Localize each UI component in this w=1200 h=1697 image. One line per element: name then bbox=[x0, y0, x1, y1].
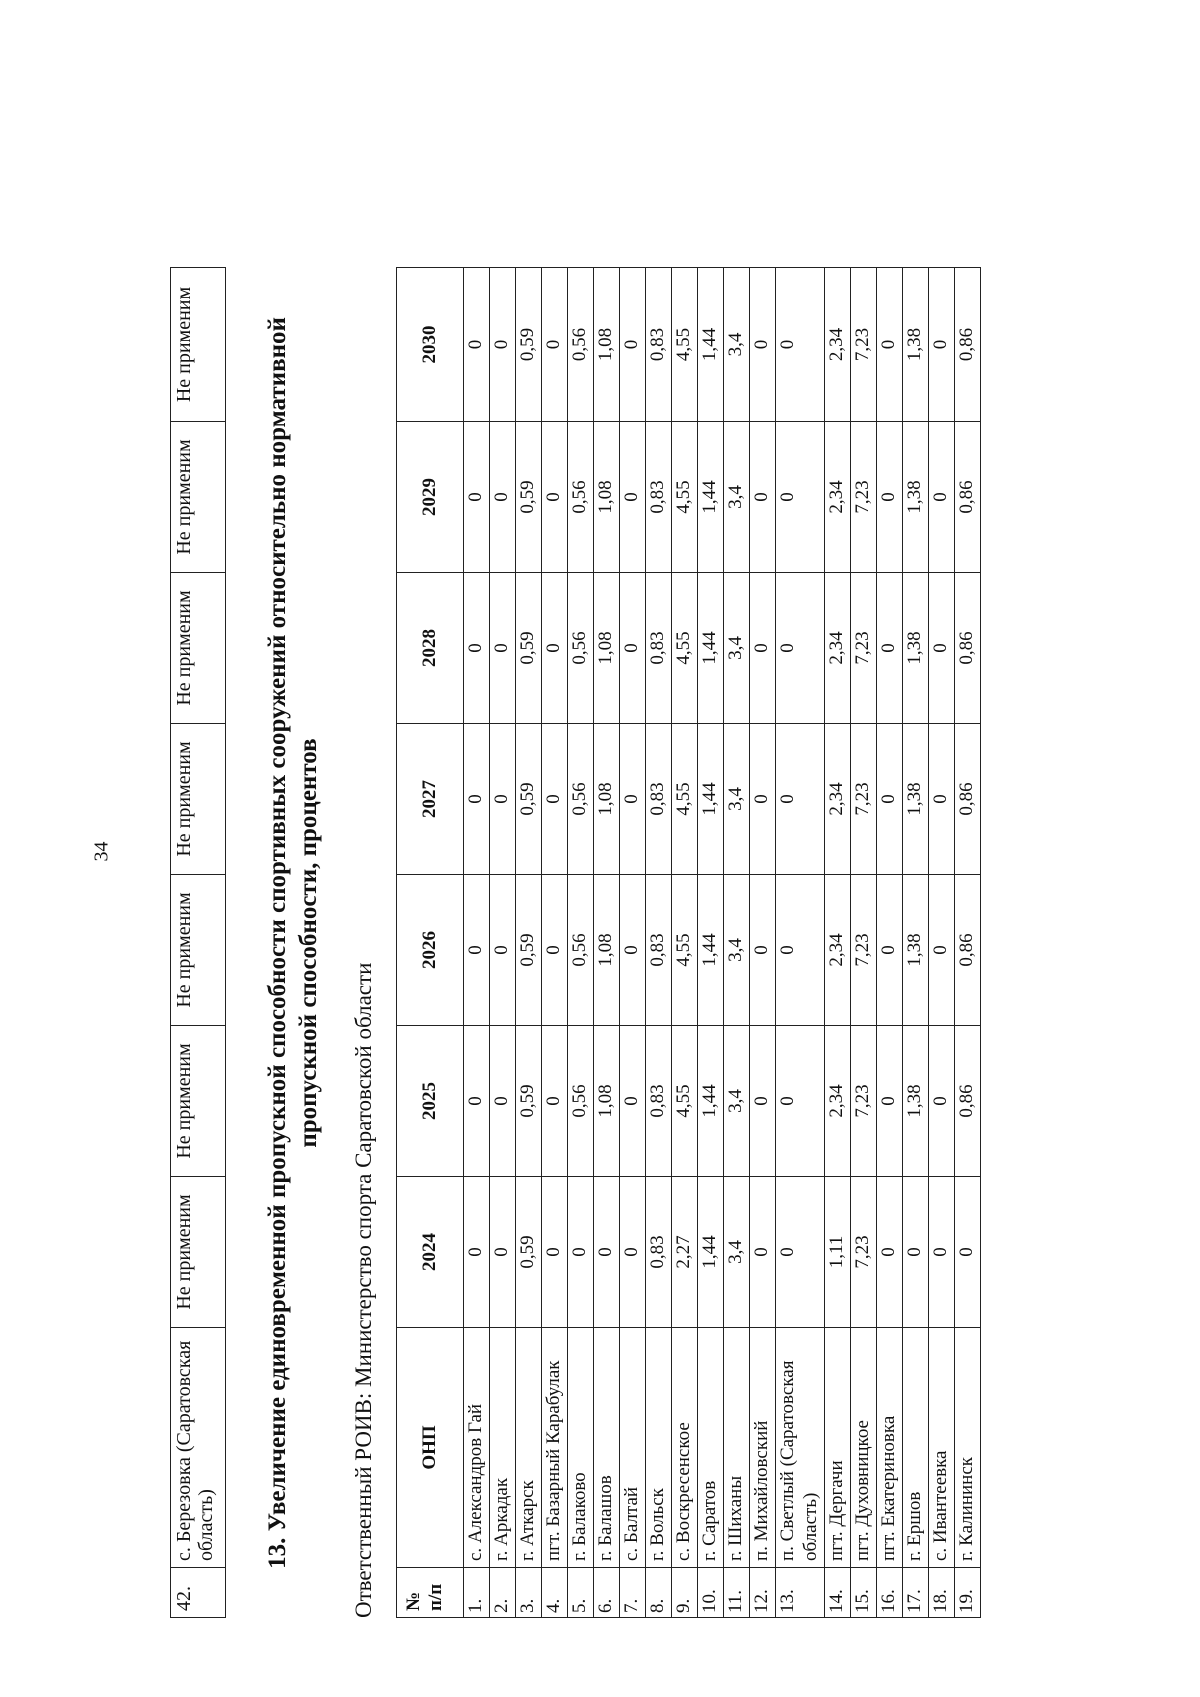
value-cell: 2,34 bbox=[825, 875, 851, 1026]
settlement-name: пгт. Екатериновка bbox=[877, 1328, 903, 1568]
value-cell: 0 bbox=[464, 724, 490, 875]
row-number: 8. bbox=[646, 1568, 672, 1618]
settlement-name: п. Светлый (Саратовская область) bbox=[776, 1328, 825, 1568]
value-cell: Не применим bbox=[171, 875, 226, 1026]
value-cell: 2,34 bbox=[825, 1026, 851, 1177]
row-number: 9. bbox=[672, 1568, 698, 1618]
value-cell: 0,56 bbox=[568, 573, 594, 724]
settlement-name: г. Ершов bbox=[903, 1328, 929, 1568]
value-cell: 0 bbox=[620, 268, 646, 422]
settlement-name: г. Калининск bbox=[955, 1328, 981, 1568]
value-cell: 0 bbox=[464, 573, 490, 724]
value-cell: 0 bbox=[929, 1026, 955, 1177]
row-number: 42. bbox=[171, 1568, 226, 1618]
value-cell: 3,4 bbox=[724, 1177, 750, 1328]
value-cell: 0,83 bbox=[646, 268, 672, 422]
column-header: № п/п bbox=[397, 1568, 464, 1618]
settlement-name: с. Воскресенское bbox=[672, 1328, 698, 1568]
row-number: 5. bbox=[568, 1568, 594, 1618]
value-cell: 0 bbox=[776, 1177, 825, 1328]
value-cell: 0 bbox=[750, 1026, 776, 1177]
table-row bbox=[955, 268, 981, 1618]
table-header-row bbox=[397, 268, 464, 1618]
value-cell: 0 bbox=[620, 724, 646, 875]
column-header: 2028 bbox=[397, 573, 464, 724]
settlement-name: г. Аркадак bbox=[490, 1328, 516, 1568]
row-number: 7. bbox=[620, 1568, 646, 1618]
value-cell: 0,59 bbox=[516, 1177, 542, 1328]
settlement-name: с. Ивантеевка bbox=[929, 1328, 955, 1568]
rotated-page-content bbox=[170, 268, 1200, 1618]
row-number: 4. bbox=[542, 1568, 568, 1618]
value-cell: 1,44 bbox=[698, 422, 724, 573]
value-cell: 0,56 bbox=[568, 422, 594, 573]
settlement-name: г. Балаково bbox=[568, 1328, 594, 1568]
value-cell: 0 bbox=[464, 1177, 490, 1328]
value-cell: 2,27 bbox=[672, 1177, 698, 1328]
value-cell: 0 bbox=[490, 422, 516, 573]
value-cell: 0,86 bbox=[955, 1026, 981, 1177]
section-title: 13. Увеличение единовременной пропускной способности спортивных сооружений относительно нормативной пропускной способности, процентов bbox=[264, 317, 322, 1569]
value-cell: 2,34 bbox=[825, 573, 851, 724]
value-cell: 0 bbox=[903, 1177, 929, 1328]
value-cell: 0 bbox=[750, 724, 776, 875]
value-cell: Не применим bbox=[171, 1177, 226, 1328]
value-cell: 0,83 bbox=[646, 1026, 672, 1177]
value-cell: Не применим bbox=[171, 573, 226, 724]
value-cell: 0 bbox=[620, 422, 646, 573]
value-cell: 0 bbox=[490, 1177, 516, 1328]
value-cell: 4,55 bbox=[672, 573, 698, 724]
settlement-name: пгт. Базарный Карабулак bbox=[542, 1328, 568, 1568]
value-cell: 1,38 bbox=[903, 1026, 929, 1177]
indicator-table bbox=[396, 267, 981, 1618]
value-cell: 0,56 bbox=[568, 724, 594, 875]
column-header: ОНП bbox=[397, 1328, 464, 1568]
value-cell: 0,83 bbox=[646, 422, 672, 573]
value-cell: 7,23 bbox=[851, 422, 877, 573]
value-cell: 0 bbox=[542, 724, 568, 875]
value-cell: 0 bbox=[620, 573, 646, 724]
value-cell: 7,23 bbox=[851, 875, 877, 1026]
previous-table-fragment bbox=[170, 267, 226, 1618]
value-cell: 0 bbox=[776, 268, 825, 422]
row-number: 6. bbox=[594, 1568, 620, 1618]
value-cell: 0 bbox=[464, 1026, 490, 1177]
value-cell: 0 bbox=[955, 1177, 981, 1328]
column-header: 2025 bbox=[397, 1026, 464, 1177]
row-number: 13. bbox=[776, 1568, 825, 1618]
settlement-name: с. Балтай bbox=[620, 1328, 646, 1568]
value-cell: 0 bbox=[464, 422, 490, 573]
responsible-authority: Ответственный РОИВ: Министерство спорта Саратовской области bbox=[351, 962, 376, 1618]
value-cell: 1,44 bbox=[698, 724, 724, 875]
value-cell: 1,44 bbox=[698, 268, 724, 422]
value-cell: 0,83 bbox=[646, 1177, 672, 1328]
value-cell: 0 bbox=[750, 875, 776, 1026]
value-cell: 1,11 bbox=[825, 1177, 851, 1328]
value-cell: 3,4 bbox=[724, 724, 750, 875]
table-row bbox=[490, 268, 516, 1618]
settlement-name: п. Михайловский bbox=[750, 1328, 776, 1568]
row-number: 17. bbox=[903, 1568, 929, 1618]
value-cell: 7,23 bbox=[851, 573, 877, 724]
row-number: 1. bbox=[464, 1568, 490, 1618]
value-cell: 0 bbox=[464, 875, 490, 1026]
value-cell: 1,08 bbox=[594, 875, 620, 1026]
settlement-name: г. Аткарск bbox=[516, 1328, 542, 1568]
value-cell: 0 bbox=[750, 268, 776, 422]
table-row bbox=[724, 268, 750, 1618]
value-cell: 0,86 bbox=[955, 422, 981, 573]
value-cell: 0 bbox=[490, 268, 516, 422]
value-cell: 0 bbox=[490, 724, 516, 875]
value-cell: 1,08 bbox=[594, 573, 620, 724]
table-row bbox=[903, 268, 929, 1618]
table-row bbox=[877, 268, 903, 1618]
table-row bbox=[825, 268, 851, 1618]
value-cell: 0 bbox=[877, 268, 903, 422]
settlement-name: г. Вольск bbox=[646, 1328, 672, 1568]
value-cell: 3,4 bbox=[724, 875, 750, 1026]
table-row bbox=[929, 268, 955, 1618]
value-cell: 0 bbox=[776, 1026, 825, 1177]
value-cell: 0 bbox=[490, 573, 516, 724]
value-cell: 1,38 bbox=[903, 724, 929, 875]
table-row bbox=[851, 268, 877, 1618]
value-cell: 0,86 bbox=[955, 573, 981, 724]
value-cell: 7,23 bbox=[851, 724, 877, 875]
value-cell: 0,56 bbox=[568, 1026, 594, 1177]
value-cell: Не применим bbox=[171, 724, 226, 875]
value-cell: 0 bbox=[542, 875, 568, 1026]
row-number: 10. bbox=[698, 1568, 724, 1618]
column-header: 2030 bbox=[397, 268, 464, 422]
settlement-name: г. Балашов bbox=[594, 1328, 620, 1568]
value-cell: 0 bbox=[877, 1177, 903, 1328]
row-number: 16. bbox=[877, 1568, 903, 1618]
table-row bbox=[750, 268, 776, 1618]
table-row bbox=[516, 268, 542, 1618]
value-cell: 1,08 bbox=[594, 1026, 620, 1177]
value-cell: 1,38 bbox=[903, 422, 929, 573]
value-cell: 4,55 bbox=[672, 422, 698, 573]
column-header: 2026 bbox=[397, 875, 464, 1026]
table-row bbox=[646, 268, 672, 1618]
value-cell: 1,38 bbox=[903, 268, 929, 422]
value-cell: 4,55 bbox=[672, 875, 698, 1026]
value-cell: 0,59 bbox=[516, 724, 542, 875]
value-cell: 1,08 bbox=[594, 268, 620, 422]
value-cell: 0 bbox=[542, 268, 568, 422]
value-cell: 0 bbox=[929, 268, 955, 422]
value-cell: 0 bbox=[929, 724, 955, 875]
value-cell: 0 bbox=[542, 1026, 568, 1177]
value-cell: 0 bbox=[776, 875, 825, 1026]
table-row bbox=[171, 268, 226, 1618]
value-cell: 0 bbox=[620, 875, 646, 1026]
value-cell: 0 bbox=[877, 573, 903, 724]
value-cell: 0 bbox=[568, 1177, 594, 1328]
value-cell: 0,86 bbox=[955, 268, 981, 422]
value-cell: 0 bbox=[776, 422, 825, 573]
value-cell: 0 bbox=[776, 573, 825, 724]
table-row bbox=[672, 268, 698, 1618]
value-cell: Не применим bbox=[171, 1026, 226, 1177]
value-cell: 0 bbox=[929, 1177, 955, 1328]
value-cell: Не применим bbox=[171, 268, 226, 422]
value-cell: 1,08 bbox=[594, 422, 620, 573]
settlement-name: с. Александров Гай bbox=[464, 1328, 490, 1568]
value-cell: 0 bbox=[464, 268, 490, 422]
value-cell: 0 bbox=[929, 573, 955, 724]
value-cell: 0 bbox=[877, 422, 903, 573]
value-cell: 0,56 bbox=[568, 268, 594, 422]
row-number: 3. bbox=[516, 1568, 542, 1618]
column-header: 2027 bbox=[397, 724, 464, 875]
value-cell: 1,44 bbox=[698, 1177, 724, 1328]
value-cell: 0 bbox=[542, 1177, 568, 1328]
value-cell: 1,38 bbox=[903, 573, 929, 724]
value-cell: 0 bbox=[594, 1177, 620, 1328]
value-cell: 0 bbox=[750, 573, 776, 724]
value-cell: 0 bbox=[929, 422, 955, 573]
value-cell: 0 bbox=[776, 724, 825, 875]
value-cell: 0 bbox=[490, 875, 516, 1026]
value-cell: 3,4 bbox=[724, 268, 750, 422]
page-number: 34 bbox=[90, 841, 113, 862]
value-cell: 4,55 bbox=[672, 1026, 698, 1177]
value-cell: 0,59 bbox=[516, 268, 542, 422]
table-row bbox=[776, 268, 825, 1618]
row-number: 19. bbox=[955, 1568, 981, 1618]
value-cell: 0,59 bbox=[516, 573, 542, 724]
value-cell: 0,83 bbox=[646, 724, 672, 875]
value-cell: 3,4 bbox=[724, 573, 750, 724]
value-cell: 2,34 bbox=[825, 724, 851, 875]
value-cell: 0 bbox=[542, 573, 568, 724]
value-cell: 0,59 bbox=[516, 1026, 542, 1177]
value-cell: 7,23 bbox=[851, 1026, 877, 1177]
table-row bbox=[542, 268, 568, 1618]
value-cell: 0 bbox=[542, 422, 568, 573]
value-cell: 3,4 bbox=[724, 1026, 750, 1177]
value-cell: 0,86 bbox=[955, 724, 981, 875]
row-number: 14. bbox=[825, 1568, 851, 1618]
value-cell: 0,86 bbox=[955, 875, 981, 1026]
value-cell: 1,44 bbox=[698, 875, 724, 1026]
table-row bbox=[594, 268, 620, 1618]
value-cell: 0,59 bbox=[516, 875, 542, 1026]
column-header: 2029 bbox=[397, 422, 464, 573]
settlement-name: с. Березовка (Саратовская область) bbox=[171, 1328, 226, 1568]
row-number: 2. bbox=[490, 1568, 516, 1618]
value-cell: 1,38 bbox=[903, 875, 929, 1026]
value-cell: 1,44 bbox=[698, 573, 724, 724]
table-row bbox=[620, 268, 646, 1618]
value-cell: 0 bbox=[929, 875, 955, 1026]
table-row bbox=[568, 268, 594, 1618]
value-cell: 0,56 bbox=[568, 875, 594, 1026]
value-cell: 7,23 bbox=[851, 268, 877, 422]
value-cell: 0 bbox=[877, 875, 903, 1026]
row-number: 11. bbox=[724, 1568, 750, 1618]
value-cell: 3,4 bbox=[724, 422, 750, 573]
value-cell: 2,34 bbox=[825, 422, 851, 573]
settlement-name: г. Шиханы bbox=[724, 1328, 750, 1568]
value-cell: 0 bbox=[750, 1177, 776, 1328]
row-number: 15. bbox=[851, 1568, 877, 1618]
value-cell: 4,55 bbox=[672, 268, 698, 422]
table-row bbox=[464, 268, 490, 1618]
row-number: 18. bbox=[929, 1568, 955, 1618]
settlement-name: г. Саратов bbox=[698, 1328, 724, 1568]
value-cell: 0 bbox=[620, 1026, 646, 1177]
value-cell: 2,34 bbox=[825, 268, 851, 422]
value-cell: 4,55 bbox=[672, 724, 698, 875]
value-cell: 0 bbox=[490, 1026, 516, 1177]
value-cell: 0 bbox=[620, 1177, 646, 1328]
value-cell: 0,83 bbox=[646, 875, 672, 1026]
settlement-name: пгт. Дергачи bbox=[825, 1328, 851, 1568]
row-number: 12. bbox=[750, 1568, 776, 1618]
value-cell: 0,83 bbox=[646, 573, 672, 724]
table-row bbox=[698, 268, 724, 1618]
value-cell: 1,44 bbox=[698, 1026, 724, 1177]
value-cell: 0,59 bbox=[516, 422, 542, 573]
value-cell: 0 bbox=[877, 1026, 903, 1177]
value-cell: 0 bbox=[877, 724, 903, 875]
settlement-name: пгт. Духовницкое bbox=[851, 1328, 877, 1568]
value-cell: 0 bbox=[750, 422, 776, 573]
value-cell: Не применим bbox=[171, 422, 226, 573]
value-cell: 7,23 bbox=[851, 1177, 877, 1328]
value-cell: 1,08 bbox=[594, 724, 620, 875]
column-header: 2024 bbox=[397, 1177, 464, 1328]
